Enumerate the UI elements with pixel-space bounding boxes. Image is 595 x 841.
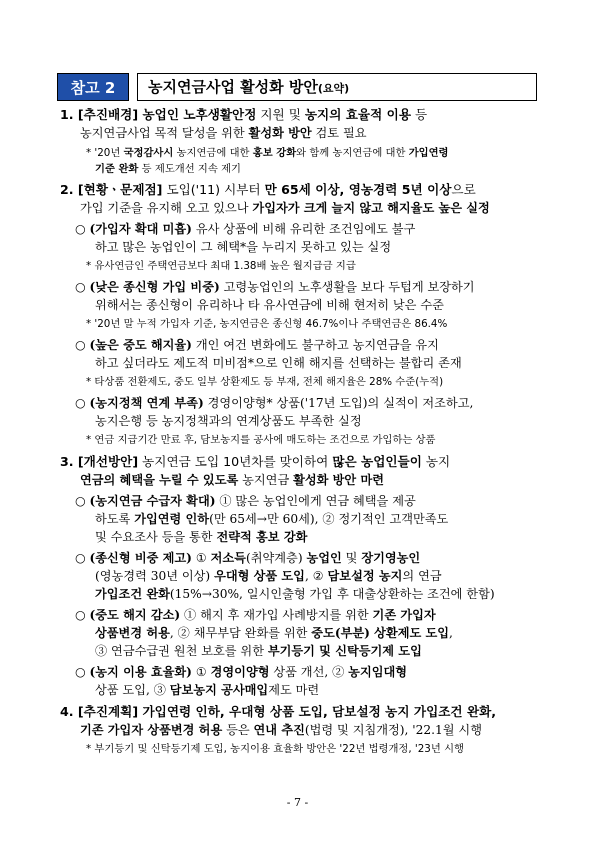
text-segment: ○ [75, 665, 90, 679]
text-line [60, 704, 496, 720]
text-segment: (15%→30%, 일시인출형 가입 후 대출상환하는 조건에 한함) [169, 587, 495, 601]
text-segment: 1. [추진배경] [60, 107, 143, 122]
text-segment: (중도 해지 감소) [89, 608, 181, 622]
text-segment: (가입자 확대 미흡) [89, 222, 192, 236]
text-segment: 위해서는 종신형이 유리하나 타 유사연금에 비해 현저히 낮은 수준 [95, 298, 444, 312]
title-suffix: (요약) [317, 82, 350, 95]
text-segment: ① 해지 후 재가입 사례방지를 위한 [180, 608, 373, 622]
text-segment: 활성화 방안 [248, 126, 312, 140]
text-segment: 검토 필요 [311, 126, 367, 140]
text-line [75, 607, 436, 623]
text-line [86, 374, 443, 390]
text-segment: 홍보 강화 [252, 147, 297, 159]
text-segment: 가입자가 크게 늘지 않고 해지율도 높은 실정 [252, 201, 490, 215]
text-segment: 경영이양형* 상품('17년 도입)의 실적이 저조하고, [203, 396, 474, 410]
text-segment: ○ [75, 280, 90, 294]
text-line [95, 568, 442, 584]
text-segment: (종신형 비중 제고) [89, 551, 192, 565]
text-segment: * 연금 지급기간 만료 후, 담보농지를 공사에 매도하는 조건으로 가입하는 상품 [86, 434, 436, 446]
text-segment: 농업인 [306, 551, 342, 565]
text-segment: * 부기등기 및 신탁등기제 도입, 농지이용 효율화 방안은 '22년 법령개정, '23년 시행 [86, 743, 464, 755]
text-line [80, 722, 482, 738]
text-line [80, 472, 384, 488]
text-line [75, 664, 407, 680]
text-line [95, 529, 307, 545]
text-segment: 장기영농인 [361, 551, 421, 565]
text-line [86, 432, 436, 448]
text-segment: 지원 및 [256, 107, 305, 122]
text-line [95, 643, 422, 659]
text-line [86, 258, 356, 274]
text-line [95, 682, 319, 698]
text-segment: 농지연금 도입 10년차를 맞이하여 [138, 454, 333, 469]
text-segment: 만 65세 이상, 영농경력 5년 이상 [264, 182, 452, 197]
text-segment: 연금의 혜택을 누릴 수 있도록 [80, 473, 239, 487]
text-line [60, 182, 476, 198]
text-segment: 농지은행 등 농지정책과의 연계상품도 부족한 실정 [95, 414, 362, 428]
text-segment: 농지연금사업 목적 달성을 위한 [80, 126, 249, 140]
text-segment: 활성화 방안 마련 [293, 473, 384, 487]
text-line [75, 550, 420, 566]
text-segment: 연내 추진 [253, 723, 305, 737]
text-segment: 및 수요조사 등을 통한 [95, 530, 217, 544]
page-number: - 7 - [286, 796, 309, 809]
text-line [75, 279, 475, 295]
text-segment: 및 [341, 551, 362, 565]
text-segment: 등 [410, 107, 428, 122]
text-segment: 농지연금 [238, 473, 294, 487]
text-line [95, 625, 453, 641]
text-line [80, 200, 490, 216]
text-segment: , ② [304, 569, 328, 583]
text-line [86, 145, 449, 161]
text-segment: 3. [개선방안] [60, 454, 139, 469]
text-line [95, 355, 462, 371]
text-segment: 유사 상품에 비해 유리한 조건임에도 불구 [191, 222, 416, 236]
text-line [75, 337, 439, 353]
text-segment: 농지임대형 [348, 665, 408, 679]
text-segment: ① [191, 551, 211, 565]
text-segment: 가입연령 인하 [134, 512, 210, 526]
text-segment: 농지연금에 대한 [173, 147, 253, 159]
text-segment: ○ [75, 551, 90, 565]
text-segment: 등 제도개선 지속 제기 [138, 163, 241, 175]
text-line [80, 125, 367, 141]
text-segment: 가입연령 [408, 147, 449, 159]
text-line [75, 493, 416, 509]
text-segment: 등은 [222, 723, 254, 737]
text-line [75, 395, 473, 411]
text-segment: , [449, 626, 453, 640]
text-segment: (높은 중도 해지율) [89, 338, 192, 352]
text-segment: 담보농지 공사매입 [169, 683, 269, 697]
text-segment: 농업인 노후생활안정 [142, 107, 257, 122]
text-segment: ○ [75, 494, 90, 508]
text-segment: (법령 및 지침개정), '22.1월 시행 [304, 723, 482, 737]
text-segment: (농지연금 수급자 확대) [89, 494, 216, 508]
text-segment: (농지정책 연계 부족) [89, 396, 204, 410]
text-segment: 4. [추진계획] [60, 704, 139, 719]
text-segment: ① 많은 농업인에게 연금 혜택을 제공 [215, 494, 416, 508]
text-line [60, 454, 450, 470]
text-segment: ○ [75, 608, 90, 622]
text-segment: 하고 싶더라도 제도적 미비점*으로 인해 해지를 선택하는 불합리 존재 [95, 356, 462, 370]
text-segment: ○ [75, 396, 90, 410]
text-segment: 상품변경 허용 [95, 626, 170, 640]
text-segment: 부기등기 및 신탁등기제 도입 [267, 644, 422, 658]
text-line [60, 107, 427, 123]
text-line [95, 297, 444, 313]
text-segment: 가입연령 인하, 우대형 상품 도입, 담보설정 농지 가입조건 완화, [138, 704, 497, 719]
text-segment: 제도 마련 [268, 683, 320, 697]
text-segment: 중도(부분) 상환제도 도입 [311, 626, 450, 640]
text-segment: 가입 기준을 유지해 오고 있으나 [80, 201, 253, 215]
text-segment: 많은 농업인들이 [332, 454, 422, 469]
text-segment: 국정감사시 [123, 147, 174, 159]
text-line [95, 413, 362, 429]
text-segment: 기존 가입자 [372, 608, 436, 622]
text-segment: 기존 가입자 상품변경 허용 [80, 723, 223, 737]
text-line [95, 586, 495, 602]
text-segment: (농지 이용 효율화) [89, 665, 192, 679]
text-line [95, 239, 391, 255]
text-segment: 가입조건 완화 [95, 587, 170, 601]
text-segment: 도입('11) 시부터 [162, 182, 265, 197]
text-segment: * '20년 말 누적 가입자 기준, 농지연금은 종신형 46.7%이나 주택연금은 86.4% [86, 318, 448, 330]
text-segment: ① [191, 665, 211, 679]
text-segment: (만 65세→만 60세), ② 정기적인 고객만족도 [209, 512, 449, 526]
text-segment: 기준 완화 [95, 163, 139, 175]
text-segment: 와 함께 농지연금에 대한 [296, 147, 409, 159]
text-line [86, 741, 464, 757]
text-segment: 고령농업인의 노후생활을 보다 두텁게 보장하기 [219, 280, 475, 294]
text-segment: 상품 개선, ② [269, 665, 349, 679]
text-segment: 우대형 상품 도입 [214, 569, 305, 583]
text-segment: 하도록 [95, 512, 135, 526]
title-text: 농지연금사업 활성화 방안 [148, 78, 318, 96]
reference-badge: 참고 2 [57, 73, 129, 101]
text-segment: (영농경력 30년 이상) [95, 569, 215, 583]
text-segment: 2. [현황ㆍ문제점] [60, 182, 163, 197]
text-segment: 하고 많은 농업인이 그 혜택*을 누리지 못하고 있는 실정 [95, 240, 392, 254]
text-segment: 담보설정 농지 [327, 569, 403, 583]
text-line [95, 161, 241, 177]
text-segment: * 유사연금인 주택연금보다 최대 1.38배 높은 월지급금 지급 [86, 260, 356, 272]
text-segment: 으로 [451, 182, 476, 197]
text-segment: , ② 채무부담 완화를 위한 [169, 626, 312, 640]
text-segment: * '20년 [86, 147, 124, 159]
text-segment: 저소득 [210, 551, 246, 565]
text-segment: ○ [75, 338, 90, 352]
text-segment: 전략적 홍보 강화 [216, 530, 308, 544]
text-segment: ○ [75, 222, 90, 236]
text-segment: 경영이양형 [210, 665, 270, 679]
text-segment: 농지 [421, 454, 451, 469]
text-line [86, 316, 447, 332]
text-line [95, 511, 448, 527]
text-line [75, 221, 415, 237]
text-segment: 상품 도입, ③ [95, 683, 170, 697]
text-segment: (낮은 종신형 가입 비중) [89, 280, 220, 294]
text-segment: 개인 여건 변화에도 불구하고 농지연금을 유지 [191, 338, 439, 352]
text-segment: 농지의 효율적 이용 [304, 107, 411, 122]
text-segment: 의 연금 [402, 569, 442, 583]
text-segment: (취약계층) [245, 551, 307, 565]
text-segment: * 타상품 전환제도, 중도 일부 상환제도 등 부재, 전체 해지율은 28% 수준(누적) [86, 376, 444, 388]
text-segment: ③ 연금수급권 원천 보호를 위한 [95, 644, 268, 658]
